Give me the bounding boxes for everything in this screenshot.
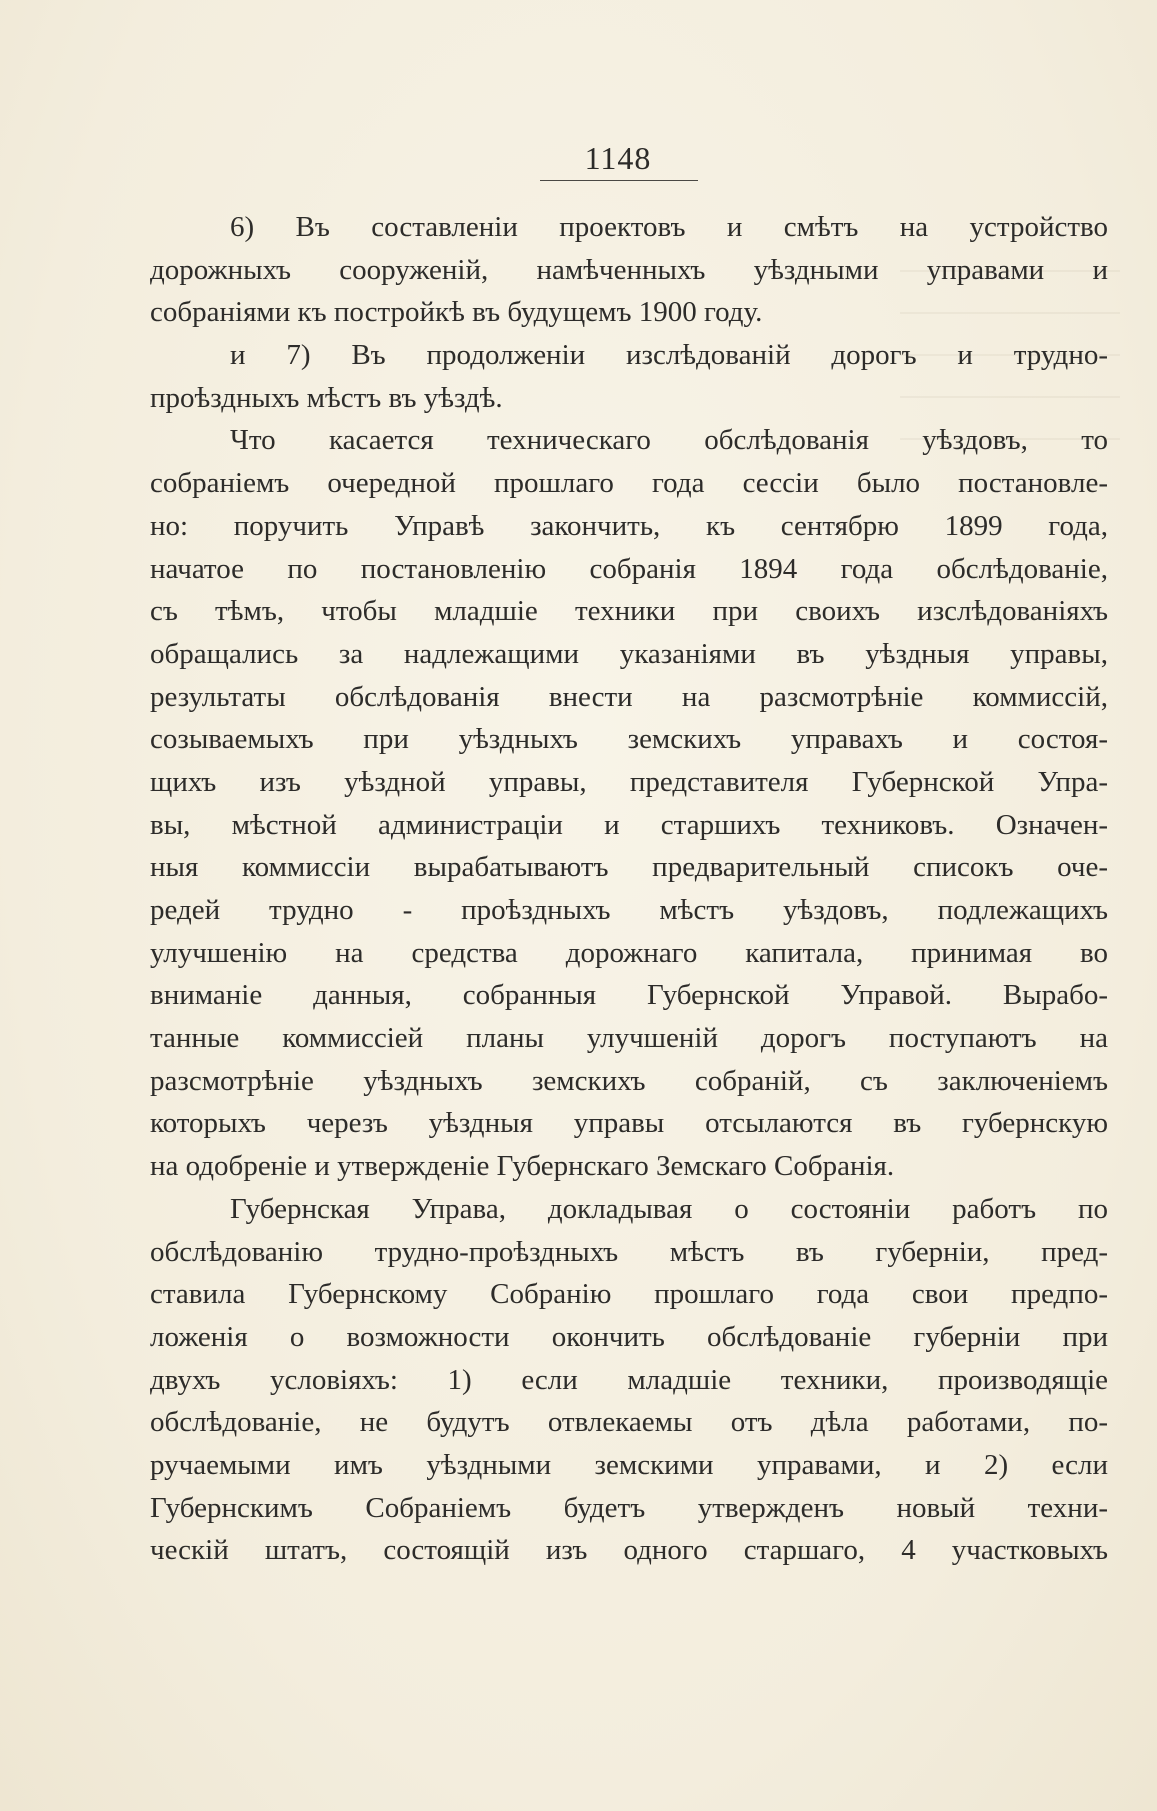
text-line: разсмотрѣніе уѣздныхъ земскихъ собраній, съ заключеніемъ [150,1064,1108,1097]
text-line: ложенія о возможности окончить обслѣдованіе губерніи при [150,1320,1108,1353]
text-line: которыхъ черезъ уѣздныя управы отсылаются въ губернскую [150,1107,1108,1140]
text-line: улучшенію на средства дорожнаго капитала, принимая во [150,936,1108,969]
text-line: танные коммиссіей планы улучшеній дорогъ поступаютъ на [150,1022,1108,1055]
text-line: результаты обслѣдованія внести на разсмотрѣніе коммиссій, [150,680,1108,713]
text-line: обращались за надлежащими указаніями въ уѣздныя управы, [150,637,1108,670]
text-line: двухъ условіяхъ: 1) если младшіе техники, производящіе [150,1363,1108,1396]
text-line: дорожныхъ сооруженій, намѣченныхъ уѣздными управами и [150,253,1108,286]
text-line: Что касается техническаго обслѣдованія уѣздовъ, то [230,424,1108,457]
text-line: съ тѣмъ, чтобы младшіе техники при своихъ изслѣдованіяхъ [150,595,1108,628]
body-text [150,206,1108,1572]
text-line: ставила Губернскому Собранію прошлаго года свои предпо- [150,1278,1108,1311]
text-line: щихъ изъ уѣздной управы, представителя Губернской Упра- [150,765,1108,798]
text-line: вниманіе данныя, собранныя Губернской Управой. Вырабо- [150,979,1108,1012]
text-line: ручаемыми имъ уѣздными земскими управами, и 2) если [150,1448,1108,1481]
page-number: 1148 [584,140,652,176]
text-line: редей трудно - проѣздныхъ мѣстъ уѣздовъ, подлежащихъ [150,894,1108,926]
text-line: но: поручить Управѣ закончить, къ сентябрю 1899 года, [150,509,1108,542]
text-line: обслѣдованіе, не будутъ отвлекаемы отъ дѣла работами, по- [150,1406,1108,1439]
text-line: собраніемъ очередной прошлаго года сессіи было постановле- [150,467,1108,500]
page-number-rule [540,180,698,181]
text-line: проѣздныхъ мѣстъ въ уѣздѣ. [150,381,503,414]
text-line: ныя коммиссіи вырабатываютъ предварительный списокъ оче- [150,851,1108,884]
text-line: начатое по постановленію собранія 1894 года обслѣдованіе, [150,552,1108,585]
text-line: Губернскимъ Собраніемъ будетъ утвержденъ новый техни- [150,1491,1108,1524]
text-line: Губернская Управа, докладывая о состояніи работъ по [230,1192,1108,1225]
text-line: ческій штатъ, состоящій изъ одного старшаго, 4 участковыхъ [150,1534,1108,1567]
text-line: собраніями къ постройкѣ въ будущемъ 1900 году. [150,296,763,329]
text-line: обслѣдованію трудно-проѣздныхъ мѣстъ въ губерніи, пред- [150,1235,1108,1268]
text-line: вы, мѣстной администраціи и старшихъ техниковъ. Означен- [150,808,1108,841]
text-line: на одобреніе и утвержденіе Губернскаго Земскаго Собранія. [150,1150,895,1183]
text-line: 6) Въ составленіи проектовъ и смѣтъ на устройство [230,211,1108,243]
text-line: и 7) Въ продолженіи изслѣдованій дорогъ и трудно- [230,339,1108,372]
text-line: созываемыхъ при уѣздныхъ земскихъ управахъ и состоя- [150,723,1108,756]
